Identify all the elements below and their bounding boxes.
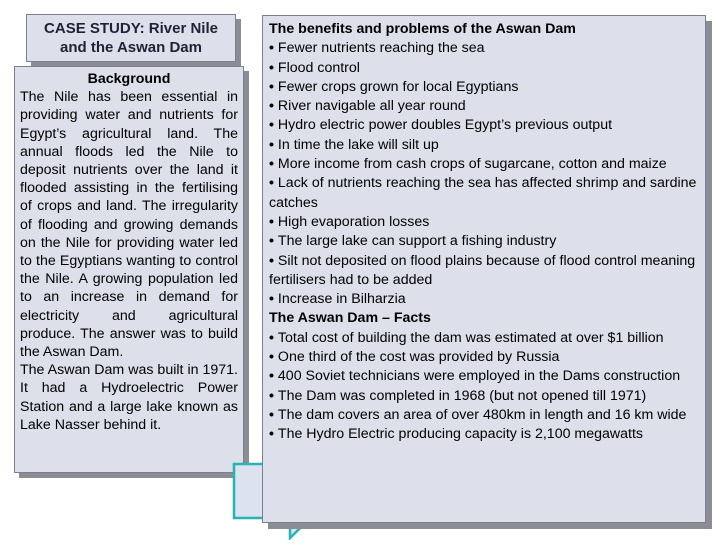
bullet-icon: •: [269, 117, 278, 134]
bullet-icon: •: [269, 213, 278, 230]
facts-heading: The Aswan Dam – Facts: [269, 310, 431, 327]
benefit-item: [269, 252, 699, 291]
benefit-item-text: Fewer nutrients reaching the sea: [277, 40, 485, 57]
fact-item: [269, 425, 699, 444]
background-paragraph-1: The Nile has been essential in providing water and nutrients for Egypt’s agricultural land. The annual floods led the Nile to deposit nutrients over the land it flooded assisting in the fertilising of crops and land. The irregularity of flooding and growing demands on the Nile for providing water led to the Egyptians wanting to control the Nile. A growing population led to an increase in demand for electricity and agricultural produce. The answer was to build the Aswan Dam.: [20, 89, 238, 361]
benefits-list: [269, 39, 699, 309]
bullet-icon: •: [269, 98, 278, 115]
fact-item: [269, 367, 699, 386]
benefit-item-text: More income from cash crops of sugarcane, cotton and maize: [277, 156, 667, 173]
bullet-icon: •: [269, 368, 278, 385]
benefit-item-text: Hydro electric power doubles Egypt’s previous output: [277, 117, 613, 134]
benefit-item: [269, 213, 699, 232]
bullet-icon: •: [269, 406, 278, 423]
bullet-icon: •: [269, 156, 278, 173]
fact-item-text: The Dam was completed in 1968 (but not opened till 1971): [277, 387, 647, 404]
background-panel: [14, 66, 244, 473]
benefit-item: [269, 136, 699, 155]
bullet-icon: •: [269, 59, 278, 76]
benefit-item: [269, 116, 699, 135]
bullet-icon: •: [269, 175, 278, 192]
benefits-facts-panel: [262, 15, 706, 523]
bullet-icon: •: [269, 291, 278, 308]
benefit-item: [269, 174, 699, 213]
bullet-icon: •: [269, 78, 278, 95]
facts-list: [269, 329, 699, 445]
bullet-icon: •: [269, 233, 278, 250]
benefit-item: [269, 232, 699, 251]
benefit-item-text: Increase in Bilharzia: [277, 291, 406, 308]
benefit-item-text: Silt not deposited on flood plains because of flood control meaning fertilisers had to be added: [269, 252, 696, 288]
fact-item-text: Total cost of building the dam was estimated at over $1 billion: [277, 329, 664, 346]
bullet-icon: •: [269, 40, 278, 57]
fact-item: [269, 348, 699, 367]
fact-item: [269, 406, 699, 425]
benefit-item-text: River navigable all year round: [277, 98, 466, 115]
bullet-icon: •: [269, 387, 278, 404]
bullet-icon: •: [269, 252, 278, 269]
fact-item: [269, 329, 699, 348]
benefit-item-text: High evaporation losses: [277, 213, 430, 230]
bullet-icon: •: [269, 349, 278, 366]
benefit-item-text: The large lake can support a fishing industry: [277, 233, 557, 250]
bullet-icon: •: [269, 426, 278, 443]
case-study-title: CASE STUDY: River Nile and the Aswan Dam: [26, 14, 236, 62]
benefit-item-text: Flood control: [277, 59, 360, 76]
bullet-icon: •: [269, 136, 278, 153]
fact-item-text: The Hydro Electric producing capacity is 2,100 megawatts: [277, 426, 644, 443]
fact-item: [269, 387, 699, 406]
background-paragraph-2: The Aswan Dam was built in 1971. It had a Hydroelectric Power Station and a large lake known as Lake Nasser behind it.: [20, 362, 238, 433]
benefit-item: [269, 155, 699, 174]
benefit-item: [269, 97, 699, 116]
benefit-item: [269, 78, 699, 97]
fact-item-text: One third of the cost was provided by Russia: [277, 349, 560, 366]
benefit-item: [269, 59, 699, 78]
benefit-item: [269, 39, 699, 58]
bullet-icon: •: [269, 329, 278, 346]
fact-item-text: The dam covers an area of over 480km in length and 16 km wide: [277, 406, 687, 423]
benefit-item-text: Fewer crops grown for local Egyptians: [277, 78, 519, 95]
benefits-heading: The benefits and problems of the Aswan Dam: [269, 21, 576, 37]
benefit-item: [269, 290, 699, 309]
benefit-item-text: Lack of nutrients reaching the sea has affected shrimp and sardine catches: [269, 175, 697, 211]
benefit-item-text: In time the lake will silt up: [277, 136, 439, 153]
fact-item-text: 400 Soviet technicians were employed in the Dams construction: [277, 368, 681, 385]
background-heading: Background: [87, 71, 171, 87]
